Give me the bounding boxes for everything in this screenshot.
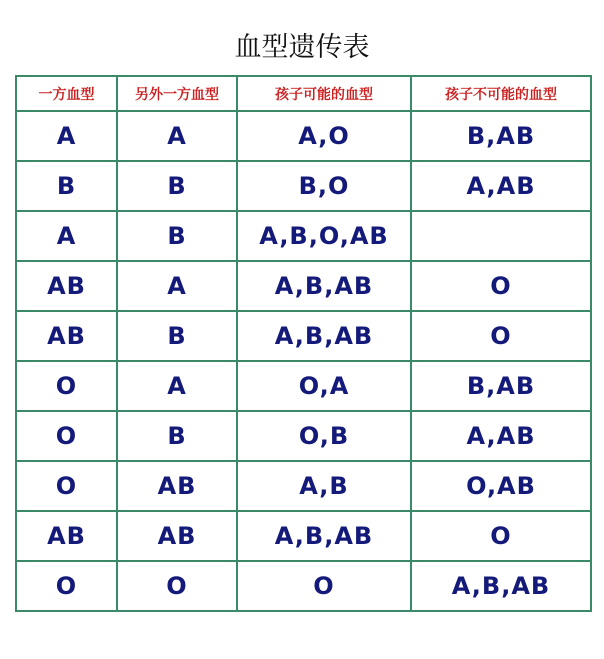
table-row: [16, 561, 591, 611]
cell-child-possible: O,A: [237, 361, 411, 411]
cell-child-possible: A,O: [237, 111, 411, 161]
cell-child-possible: A,B: [237, 461, 411, 511]
table-row: [16, 111, 591, 161]
blood-type-table: [15, 75, 592, 612]
cell-parent-two: B: [117, 161, 237, 211]
header-parent-two: 另外一方血型: [117, 76, 237, 111]
cell-parent-one: O: [16, 461, 117, 511]
cell-child-possible: O: [237, 561, 411, 611]
cell-parent-one: A: [16, 211, 117, 261]
cell-child-possible: A,B,AB: [237, 311, 411, 361]
cell-parent-two: A: [117, 111, 237, 161]
cell-parent-one: O: [16, 561, 117, 611]
cell-parent-two: B: [117, 211, 237, 261]
cell-child-possible: A,B,AB: [237, 511, 411, 561]
cell-child-impossible: B,AB: [411, 361, 591, 411]
cell-parent-two: O: [117, 561, 237, 611]
cell-parent-two: AB: [117, 511, 237, 561]
table-row: [16, 461, 591, 511]
cell-parent-two: B: [117, 411, 237, 461]
cell-parent-one: A: [16, 111, 117, 161]
cell-parent-one: O: [16, 411, 117, 461]
page-title: 血型遗传表: [234, 32, 370, 63]
cell-child-possible: O,B: [237, 411, 411, 461]
table-row: [16, 411, 591, 461]
cell-child-impossible: O: [411, 261, 591, 311]
table-row: [16, 161, 591, 211]
cell-parent-two: A: [117, 361, 237, 411]
cell-parent-one: AB: [16, 311, 117, 361]
cell-child-impossible: A,B,AB: [411, 561, 591, 611]
table-row: [16, 511, 591, 561]
header-child-impossible: 孩子不可能的血型: [411, 76, 591, 111]
cell-parent-one: B: [16, 161, 117, 211]
header-child-possible: 孩子可能的血型: [237, 76, 411, 111]
cell-child-impossible: [411, 211, 591, 261]
cell-child-impossible: O,AB: [411, 461, 591, 511]
cell-parent-two: A: [117, 261, 237, 311]
table-row: [16, 261, 591, 311]
cell-parent-one: AB: [16, 261, 117, 311]
cell-child-impossible: B,AB: [411, 111, 591, 161]
cell-child-possible: A,B,O,AB: [237, 211, 411, 261]
cell-child-impossible: A,AB: [411, 411, 591, 461]
cell-parent-two: B: [117, 311, 237, 361]
cell-parent-two: AB: [117, 461, 237, 511]
cell-child-impossible: O: [411, 311, 591, 361]
cell-parent-one: AB: [16, 511, 117, 561]
cell-child-impossible: A,AB: [411, 161, 591, 211]
table-row: [16, 311, 591, 361]
table-row: [16, 361, 591, 411]
header-parent-one: 一方血型: [16, 76, 117, 111]
cell-parent-one: O: [16, 361, 117, 411]
table-body: [16, 111, 591, 611]
cell-child-possible: B,O: [237, 161, 411, 211]
cell-child-impossible: O: [411, 511, 591, 561]
table-header-row: [16, 76, 591, 111]
table-row: [16, 211, 591, 261]
cell-child-possible: A,B,AB: [237, 261, 411, 311]
